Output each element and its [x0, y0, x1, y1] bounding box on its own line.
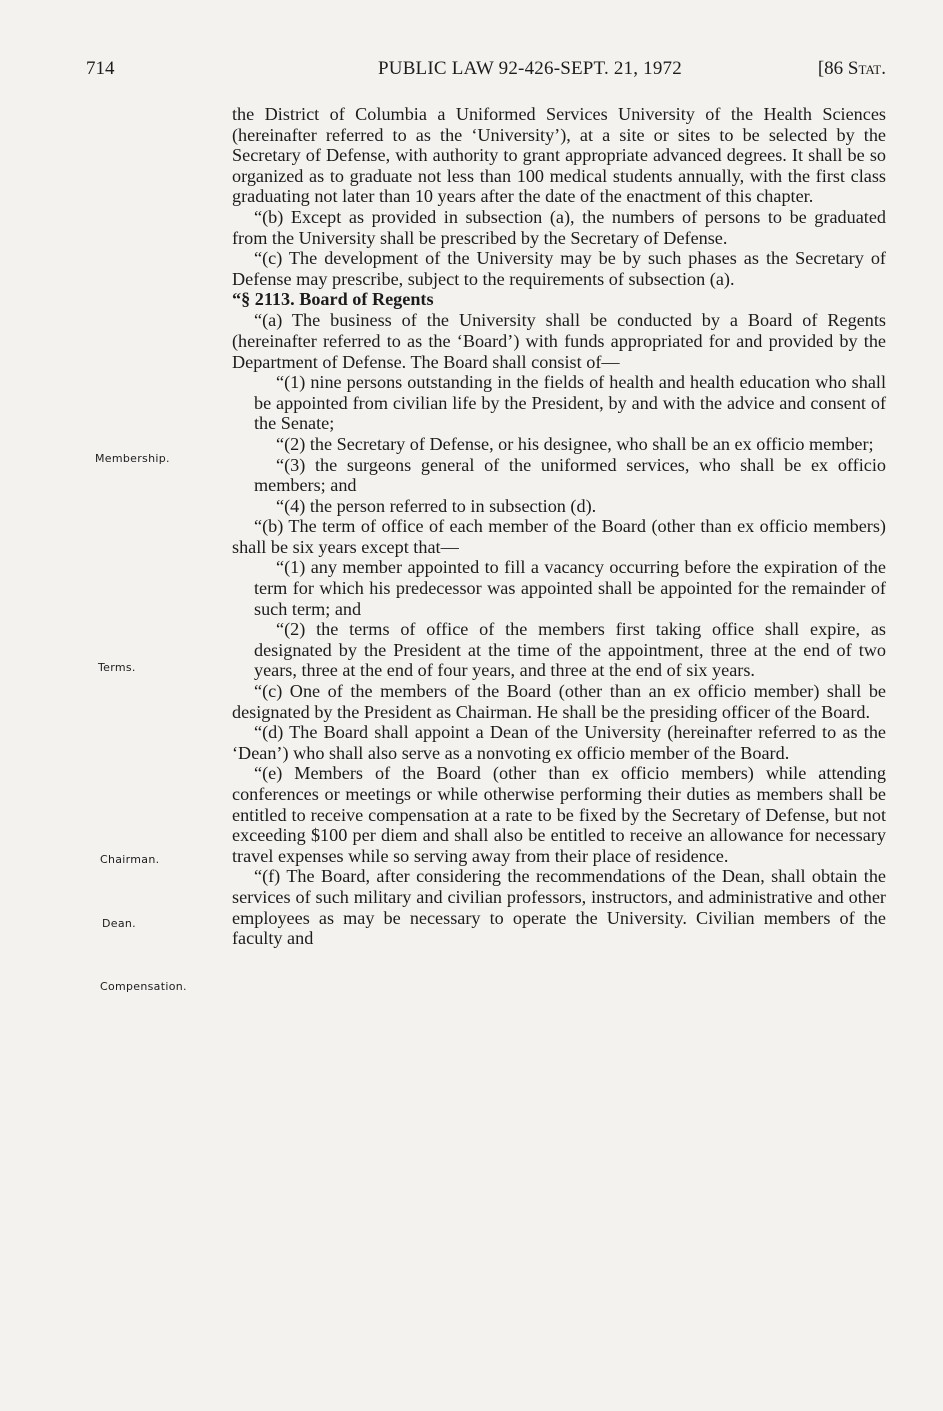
paragraph-continuation: the District of Columbia a Uniformed Services University of the Health Sciences (hereinafter referred to as the ‘University’), at a site or sites to be selected by the Secretary of Defense, with authority to grant appropriate advanced degrees. It shall be so organized as to graduate not less than 100 medical students annually, with the first class graduating not later than 10 years after the date of the enactment of this chapter. [232, 104, 886, 207]
clause-b-2: “(2) the terms of office of the members first taking office shall expire, as designated by the President at the time of the appointment, three at the end of two years, three at the end of four years, and three at the end of six years. [254, 619, 886, 681]
statute-text [232, 104, 886, 949]
paragraph-c: “(c) The development of the University may be by such phases as the Secretary of Defense may prescribe, subject to the requirements of subsection (a). [232, 248, 886, 289]
clause-a-4: “(4) the person referred to in subsection (d). [276, 495, 597, 516]
margin-note-compensation: Compensation. [100, 980, 187, 993]
volume-number: [86 [817, 58, 848, 79]
page-number: 714 [86, 58, 115, 79]
clause-b-1: “(1) any member appointed to fill a vacancy occurring before the expiration of the term for which his predecessor was appointed shall be appointed for the remainder of such term; and [254, 557, 886, 619]
clause-a-3: “(3) the surgeons general of the uniformed services, who shall be ex officio members; and [254, 454, 886, 496]
volume-stat: Stat. [847, 58, 886, 79]
margin-note-chairman: Chairman. [100, 853, 160, 866]
paragraph-2113-e: “(e) Members of the Board (other than ex officio members) while attending conferences or meetings or while otherwise performing their duties as members shall be entitled to receive compensation at a rate to be fixed by the Secretary of Defense, but not exceeding $100 per diem and shall also be entitled to receive an allowance for necessary travel expenses while so serving away from their place of residence. [232, 763, 886, 866]
margin-note-dean: Dean. [102, 917, 136, 930]
paragraph-2113-a: “(a) The business of the University shall be conducted by a Board of Regents (hereinafter referred to as the ‘Board’) with funds appropriated for and provided by the Department of Defense. The Board shall consist of— [232, 310, 886, 372]
section-heading: “§ 2113. Board of Regents [232, 289, 434, 310]
paragraph-2113-c: “(c) One of the members of the Board (other than an ex officio member) shall be designated by the President as Chairman. He shall be the presiding officer of the Board. [232, 681, 886, 722]
paragraph-2113-f: “(f) The Board, after considering the recommendations of the Dean, shall obtain the services of such military and civilian professors, instructors, and administrative and other employees as may be necessary to operate the University. Civilian members of the faculty and [232, 866, 886, 949]
paragraph-2113-d: “(d) The Board shall appoint a Dean of the University (hereinafter referred to as the ‘Dean’) who shall also serve as a nonvoting ex officio member of the Board. [232, 722, 886, 763]
margin-note-terms: Terms. [98, 661, 136, 674]
volume-reference [818, 58, 886, 80]
clause-a-1: “(1) nine persons outstanding in the fields of health and health education who shall be appointed from civilian life by the President, by and with the advice and consent of the Senate; [254, 372, 886, 434]
running-header [86, 58, 886, 84]
paragraph-2113-b: “(b) The term of office of each member of the Board (other than ex officio members) shall be six years except that— [232, 516, 886, 557]
header-title: PUBLIC LAW 92-426-SEPT. 21, 1972 [378, 58, 682, 79]
clause-a-2: “(2) the Secretary of Defense, or his designee, who shall be an ex officio member; [276, 433, 874, 454]
margin-note-membership: Membership. [95, 452, 170, 465]
paragraph-b: “(b) Except as provided in subsection (a), the numbers of persons to be graduated from the University shall be prescribed by the Secretary of Defense. [232, 206, 886, 248]
